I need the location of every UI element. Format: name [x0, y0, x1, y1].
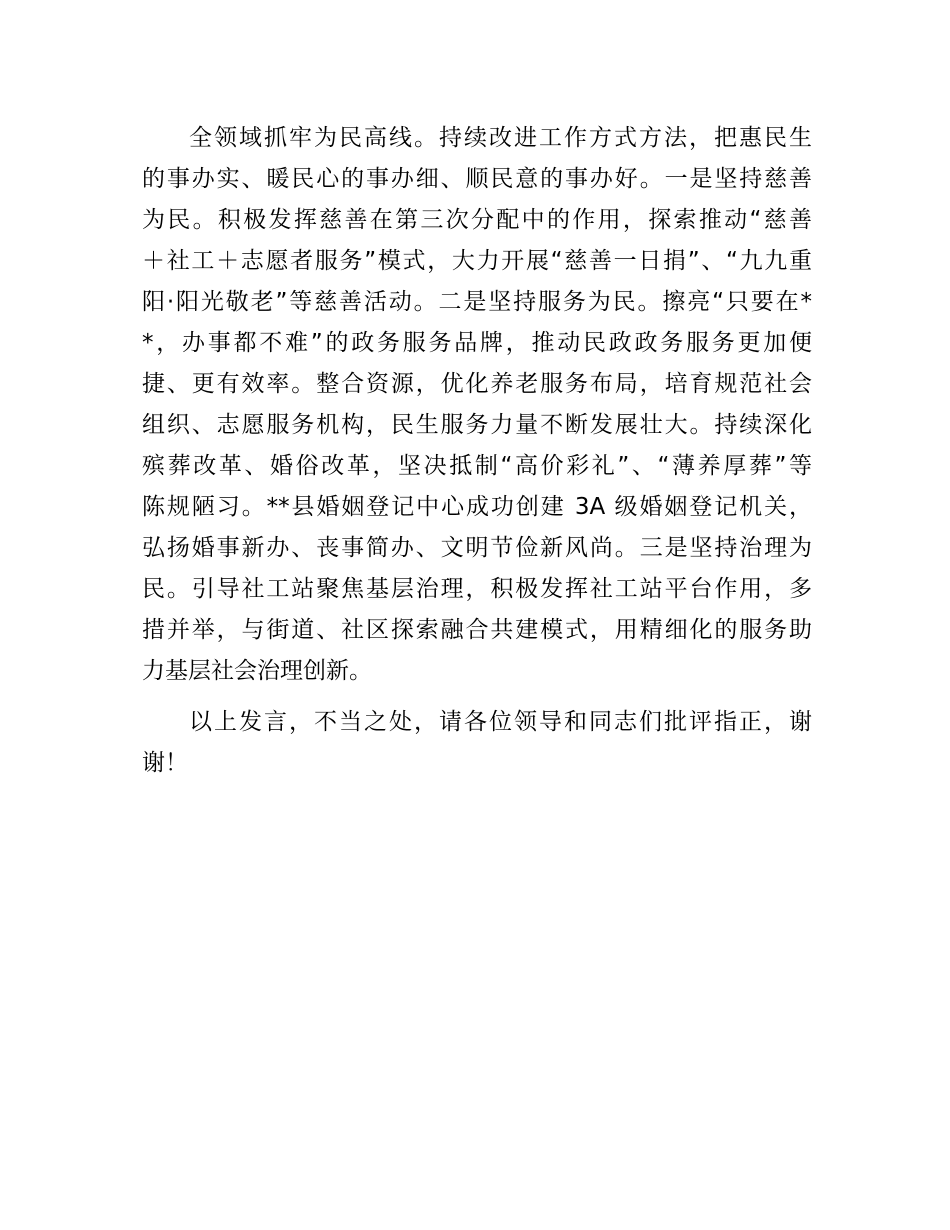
text-line: 捷、更有效率。整合资源，优化养老服务布局，培育规范社会: [142, 371, 812, 397]
paragraph-closing-remarks: [142, 702, 812, 784]
text-line: 的事办实、暖民心的事办细、顺民意的事办好。一是坚持慈善: [142, 166, 812, 192]
text-line: 谢！: [142, 750, 188, 776]
text-line: 组织、志愿服务机构，民生服务力量不断发展壮大。持续深化: [142, 412, 812, 438]
text-line: 民。引导社工站聚焦基层治理，积极发挥社工站平台作用，多: [142, 576, 812, 602]
text-line: *，办事都不难”的政务服务品牌，推动民政政务服务更加便: [142, 330, 812, 356]
text-line: ＋社工＋志愿者服务”模式，大力开展“慈善一日捐”、“九九重: [142, 248, 812, 274]
text-line: 殡葬改革、婚俗改革，坚决抵制“高价彩礼”、“薄养厚葬”等: [142, 453, 812, 479]
paragraph-people-livelihood: [142, 118, 812, 692]
text-line: 阳·阳光敬老”等慈善活动。二是坚持服务为民。擦亮“只要在*: [142, 289, 812, 315]
text-line: 力基层社会治理创新。: [142, 658, 372, 684]
document-body: [142, 118, 812, 784]
text-line: 全领域抓牢为民高线。持续改进工作方式方法，把惠民生: [189, 125, 812, 151]
text-line: 为民。积极发挥慈善在第三次分配中的作用，探索推动“慈善: [142, 207, 812, 233]
paragraph-spacer: [142, 692, 812, 702]
text-line: 以上发言，不当之处，请各位领导和同志们批评指正，谢: [189, 709, 812, 735]
text-line: 措并举，与街道、社区探索融合共建模式，用精细化的服务助: [142, 617, 812, 643]
text-line: 弘扬婚事新办、丧事简办、文明节俭新风尚。三是坚持治理为: [142, 535, 812, 561]
text-line: 陈规陋习。**县婚姻登记中心成功创建 3A 级婚姻登记机关，: [142, 494, 812, 520]
